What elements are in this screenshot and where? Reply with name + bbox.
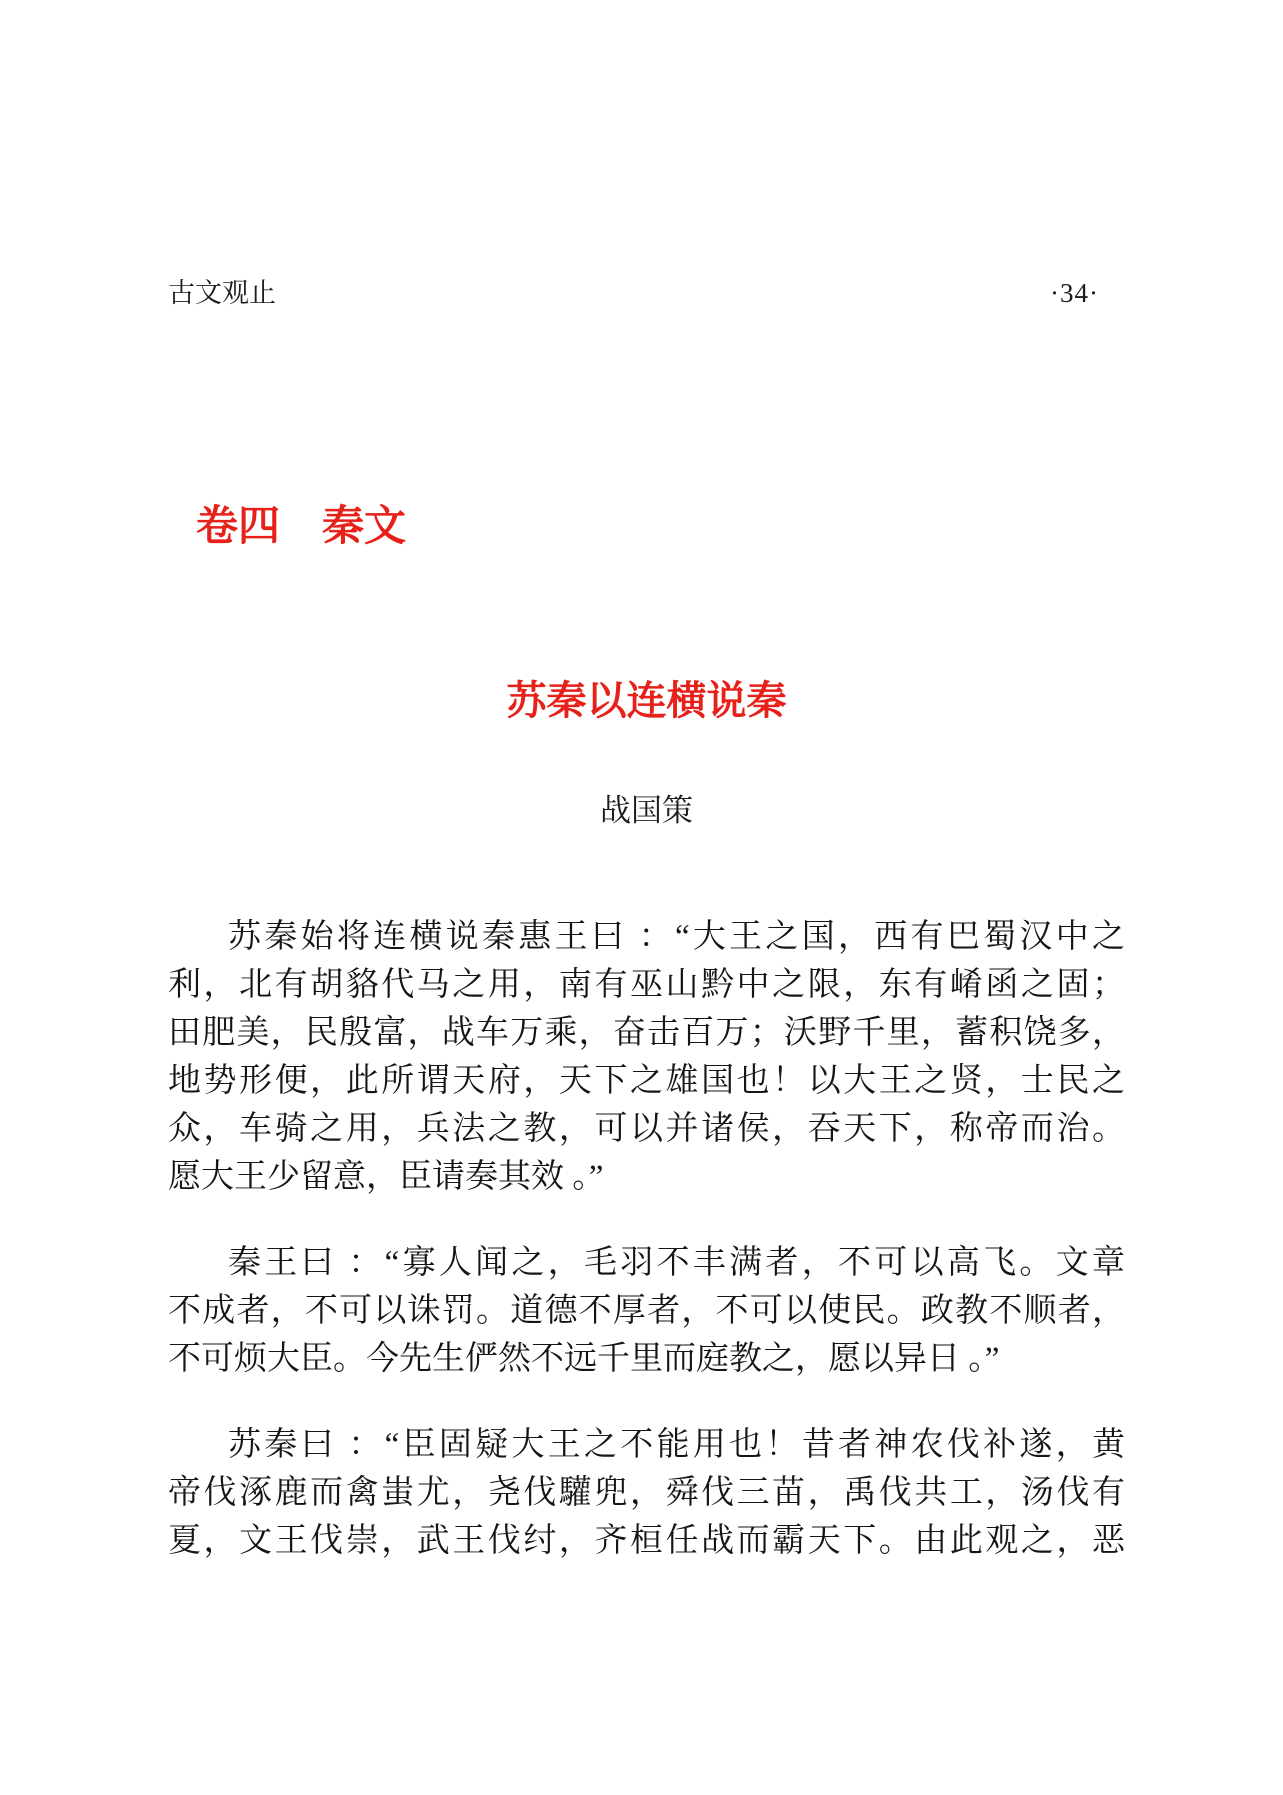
text-line: 苏秦曰 ：“臣固疑大王之不能用也！昔者神农伐补遂，黄 [228,1427,1125,1463]
book-title: 古文观止 [168,278,276,308]
page-number: ·34· [1050,278,1099,308]
text-line: 地势形便，此所谓天府，天下之雄国也！以大王之贤，士民之 [168,1063,1125,1099]
article-source: 战国策 [600,793,693,828]
text-line: 秦王曰 ：“寡人闻之，毛羽不丰满者，不可以高飞。文章 [228,1245,1125,1281]
chapter-heading: 卷四 秦文 [196,502,407,549]
text-line: 田肥美，民殷富，战车万乘，奋击百万；沃野千里，蓄积饶多， [168,1015,1125,1051]
text-line: 愿大王少留意，臣请奏其效 。” [168,1159,604,1195]
paragraph-3 [168,1421,1125,1565]
paragraph-2 [168,1239,1125,1383]
text-line: 利，北有胡貉代马之用，南有巫山黔中之限，东有崤函之固； [168,967,1125,1003]
text-line: 苏秦始将连横说秦惠王曰 ：“大王之国，西有巴蜀汉中之 [228,919,1125,955]
text-line: 不可烦大臣。今先生俨然不远千里而庭教之，愿以异日 。” [168,1341,1000,1377]
article-title: 苏秦以连横说秦 [506,679,787,723]
text-line: 不成者，不可以诛罚。道德不厚者，不可以使民。政教不顺者， [168,1293,1125,1329]
text-line: 众，车骑之用，兵法之教，可以并诸侯，吞天下，称帝而治。 [168,1111,1125,1147]
paragraph-1 [168,913,1125,1201]
text-line: 帝伐涿鹿而禽蚩尤，尧伐驩兜，舜伐三苗，禹伐共工，汤伐有 [168,1475,1125,1511]
text-line: 夏，文王伐崇，武王伐纣，齐桓任战而霸天下。由此观之，恶 [168,1523,1125,1559]
page-header [168,276,1125,310]
article-body [168,913,1125,1565]
